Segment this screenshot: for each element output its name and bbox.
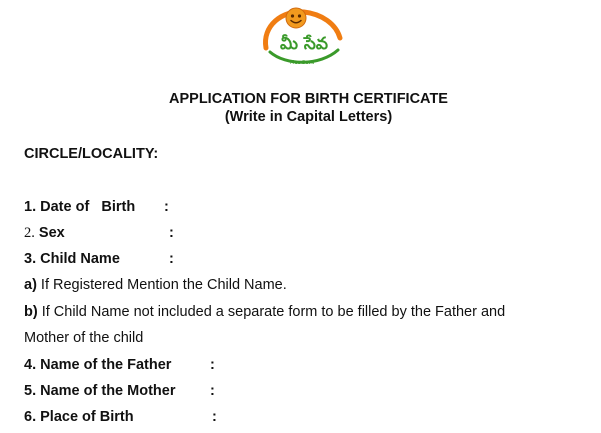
field-label: Sex (38, 225, 65, 241)
field-label: Place of Birth (40, 409, 134, 425)
field-colon: : (164, 199, 169, 215)
field-number: 6. (24, 409, 37, 425)
field-number: 2. (24, 225, 35, 241)
field-colon: : (210, 383, 215, 399)
note-a (24, 277, 287, 293)
note-b-text: If Child Name not included a separate form to be filled by the Father and (37, 304, 506, 320)
field-child-name (24, 251, 120, 267)
note-b-prefix: b) (24, 304, 38, 320)
field-label: Date of Birth (40, 199, 136, 215)
field-date-of-birth (24, 199, 135, 215)
field-father-name (24, 357, 171, 373)
form-subtitle: (Write in Capital Letters) (224, 109, 393, 125)
note-b-continued: Mother of the child (24, 330, 144, 346)
field-colon: : (212, 409, 217, 425)
note-a-prefix: a) (24, 277, 37, 293)
mee-seva-logo (256, 2, 348, 74)
circle-locality-label: CIRCLE/LOCALITY: (24, 146, 159, 162)
field-number: 1. (24, 199, 37, 215)
mee-seva-logo-icon (256, 2, 348, 74)
field-number: 5. (24, 383, 37, 399)
field-label: Child Name (40, 251, 120, 267)
logo-caption: Mee Seva (290, 60, 315, 66)
note-b (24, 304, 505, 320)
form-title: APPLICATION FOR BIRTH CERTIFICATE (169, 91, 448, 107)
field-number: 4. (24, 357, 37, 373)
field-colon: : (169, 225, 174, 241)
field-mother-name (24, 383, 175, 399)
field-sex (24, 225, 65, 242)
field-number: 3. (24, 251, 37, 267)
field-label: Name of the Father (40, 357, 172, 373)
field-colon: : (169, 251, 174, 267)
field-place-of-birth (24, 409, 134, 425)
logo-text: మీ సేవ (280, 34, 328, 54)
field-label: Name of the Mother (40, 383, 176, 399)
field-colon: : (210, 357, 215, 373)
note-a-text: If Registered Mention the Child Name. (36, 277, 287, 293)
